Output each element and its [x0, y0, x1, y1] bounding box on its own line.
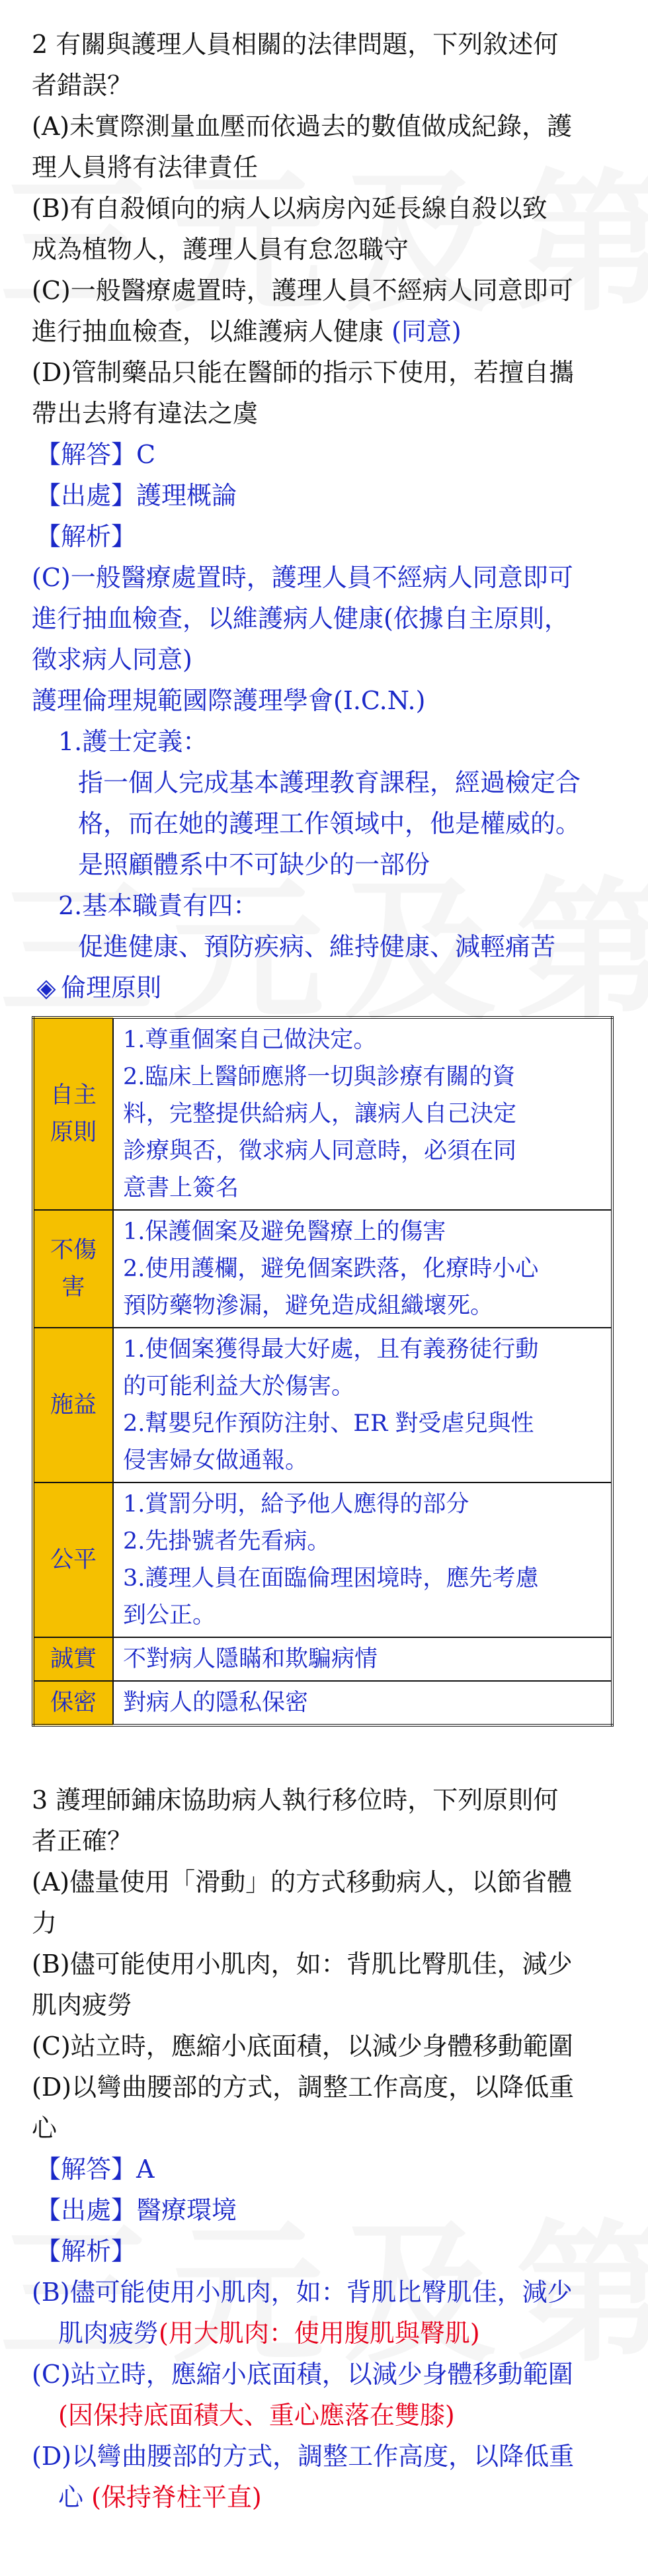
principle-description-line: 到公正。: [123, 1602, 216, 1629]
analysis-d-note: (保持脊柱平直): [91, 2483, 262, 2512]
principle-label: [33, 1017, 113, 1210]
ethics-principles-table: [32, 1016, 614, 1727]
principle-description: [113, 1017, 612, 1210]
definition-title: 1.護士定義：: [58, 727, 208, 756]
principle-label-line: 害: [61, 1274, 85, 1301]
principle-row: [33, 1210, 612, 1328]
analysis-c-note: (因保持底面積大、重心應落在雙膝): [58, 2401, 455, 2430]
question-3: [32, 1780, 624, 2518]
question-2: [32, 24, 624, 1727]
source: 【出處】護理概論: [36, 481, 237, 510]
analysis-b-note: (用大肌肉：使用腹肌與臀肌): [159, 2319, 480, 2348]
principle-label-line: 自主: [50, 1082, 97, 1109]
principle-row: [33, 1017, 612, 1210]
principle-description-line: 侵害婦女做通報。: [123, 1447, 309, 1474]
principle-label-line: 誠實: [50, 1646, 97, 1672]
principle-label-line: 施益: [50, 1392, 97, 1418]
question-stem: 3 護理師鋪床協助病人執行移位時，下列原則何: [32, 1785, 559, 1815]
option-d: 心: [32, 2114, 58, 2143]
principle-description: [113, 1482, 612, 1637]
principle-heading: [32, 967, 624, 1008]
principle-description-line: 的可能利益大於傷害。: [123, 1373, 355, 1400]
analysis-d: [32, 2477, 624, 2518]
option-d: (D)管制藥品只能在醫師的指示下使用，若擅自攜: [32, 358, 575, 387]
option-a: (A)儘量使用「滑動」的方式移動病人，以節省體: [32, 1868, 573, 1897]
principle-row: [33, 1681, 612, 1725]
principle-description: [113, 1210, 612, 1328]
option-c-text: 進行抽血檢查，以維護病人健康: [32, 317, 384, 346]
option-b: 肌肉疲勞: [32, 1991, 133, 2020]
principle-label: [33, 1681, 113, 1725]
principle-row: [33, 1637, 612, 1681]
principle-description-line: 2.臨床上醫師應將一切與診療有關的資: [123, 1064, 516, 1090]
analysis-d: (D)以彎曲腰部的方式，調整工作高度，以降低重: [32, 2442, 575, 2471]
question-stem: 者錯誤？: [32, 71, 133, 100]
question-stem: 2 有關與護理人員相關的法律問題，下列敘述何: [32, 30, 559, 59]
option-c-note: (同意): [391, 317, 462, 346]
principle-description-line: 1.尊重個案自己做決定。: [123, 1027, 377, 1053]
question-stem: 者正確？: [32, 1826, 133, 1856]
diamond-bullet-icon: ◈: [36, 973, 56, 1002]
analysis-b-text: 肌肉疲勞: [58, 2319, 159, 2348]
principle-description-line: 2.先掛號者先看病。: [123, 1528, 331, 1555]
principle-description-line: 1.使個案獲得最大好處，且有義務徒行動: [123, 1336, 539, 1363]
option-a: 理人員將有法律責任: [32, 153, 259, 182]
principle-description-line: 1.保護個案及避免醫療上的傷害: [123, 1219, 446, 1245]
option-c: (C)站立時，應縮小底面積，以減少身體移動範圍: [32, 2032, 573, 2061]
principle-description-line: 3.護理人員在面臨倫理困境時，應先考慮: [123, 1565, 539, 1592]
analysis-text: (C)一般醫療處置時，護理人員不經病人同意即可: [32, 563, 573, 592]
analysis-label: 【解析】: [36, 2237, 137, 2266]
definition-text: 格，而在她的護理工作領域中，他是權威的。: [78, 809, 581, 838]
principle-heading-text: 倫理原則: [61, 973, 162, 1002]
principle-description-line: 1.賞罰分明，給予他人應得的部分: [123, 1491, 469, 1518]
option-b: (B)有自殺傾向的病人以病房內延長線自殺以致: [32, 194, 547, 223]
option-a: (A)未實際測量血壓而依過去的數值做成紀錄，護: [32, 112, 573, 141]
principle-description-line: 不對病人隱瞞和欺騙病情: [123, 1646, 378, 1672]
analysis-text: 進行抽血檢查，以維護病人健康(依據自主原則，: [32, 604, 569, 633]
principle-label: [33, 1637, 113, 1681]
principle-description: [113, 1328, 612, 1482]
source: 【出處】醫療環境: [36, 2196, 237, 2225]
principle-description-line: 對病人的隱私保密: [123, 1690, 309, 1716]
option-d: (D)以彎曲腰部的方式，調整工作高度，以降低重: [32, 2073, 575, 2102]
analysis-c: (C)站立時，應縮小底面積，以減少身體移動範圍: [32, 2360, 573, 2389]
principle-description: [113, 1637, 612, 1681]
analysis-label: 【解析】: [36, 522, 137, 551]
option-c: [32, 311, 624, 352]
definition-text: 指一個人完成基本護理教育課程，經過檢定合: [78, 768, 581, 797]
principle-description: [113, 1681, 612, 1725]
principle-description-line: 2.使用護欄，避免個案跌落，化療時小心: [123, 1256, 539, 1282]
principle-label: [33, 1482, 113, 1637]
icn-heading: 護理倫理規範國際護理學會(I.C.N.): [32, 686, 426, 715]
principle-label: [33, 1210, 113, 1328]
principle-description-line: 預防藥物滲漏，避免造成組織壞死。: [123, 1293, 494, 1319]
analysis-b: (B)儘可能使用小肌肉，如：背肌比臀肌佳，減少: [32, 2278, 573, 2307]
option-b: 成為植物人，護理人員有怠忽職守: [32, 235, 409, 264]
principle-label: [33, 1328, 113, 1482]
option-d: 帶出去將有違法之虞: [32, 399, 259, 428]
option-b: (B)儘可能使用小肌肉，如：背肌比臀肌佳，減少: [32, 1950, 573, 1979]
duties-title: 2.基本職責有四：: [58, 891, 259, 920]
principle-description-line: 診療與否，徵求病人同意時，必須在同: [123, 1138, 517, 1164]
principle-description-line: 料，完整提供給病人，讓病人自己決定: [123, 1101, 517, 1127]
analysis-text: 徵求病人同意): [32, 645, 192, 674]
analysis-b: [32, 2313, 624, 2354]
analysis-d-text: 心: [58, 2483, 84, 2512]
principle-row: [33, 1482, 612, 1637]
principle-label-line: 公平: [50, 1547, 97, 1573]
option-c: (C)一般醫療處置時，護理人員不經病人同意即可: [32, 276, 573, 305]
principle-label-line: 原則: [50, 1119, 97, 1146]
principle-label-line: 保密: [50, 1690, 97, 1716]
principle-row: [33, 1328, 612, 1482]
answer: 【解答】A: [36, 2155, 155, 2184]
duties-text: 促進健康、預防疾病、維持健康、減輕痛苦: [78, 932, 556, 961]
principle-description-line: 意書上簽名: [123, 1175, 239, 1201]
option-a: 力: [32, 1909, 58, 1938]
principle-label-line: 不傷: [50, 1237, 97, 1264]
answer: 【解答】C: [36, 440, 156, 469]
principle-description-line: 2.幫嬰兒作預防注射、ER 對受虐兒與性: [123, 1410, 534, 1437]
definition-text: 是照顧體系中不可缺少的一部份: [78, 850, 430, 879]
